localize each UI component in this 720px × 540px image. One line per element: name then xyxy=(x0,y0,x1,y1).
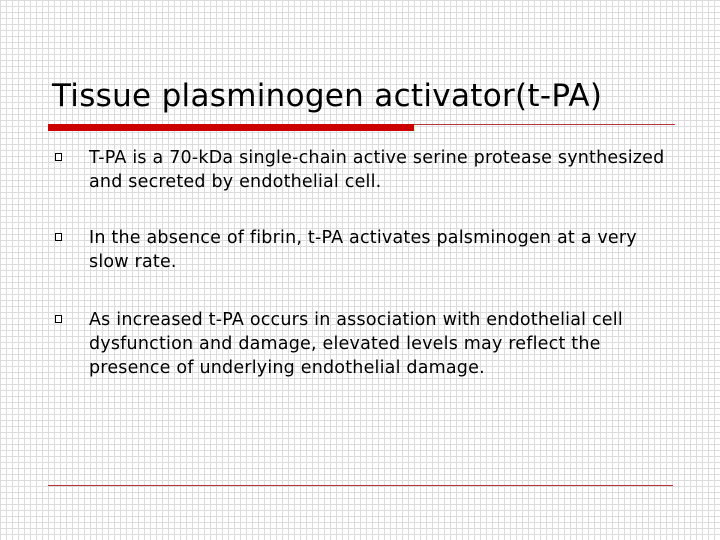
title-accent-bar xyxy=(48,124,414,131)
footer-rule xyxy=(48,485,673,486)
square-bullet-icon xyxy=(55,233,62,241)
square-bullet-icon xyxy=(55,153,62,161)
bullet-text: As increased t-PA occurs in association with endothelial cell dysfunction and damage, elevated levels may reflect the presence of underlying endothelial damage. xyxy=(89,310,623,378)
bullet-text: T-PA is a 70-kDa single-chain active serine protease synthesized and secreted by endothelial cell. xyxy=(89,148,665,192)
square-bullet-icon xyxy=(55,315,62,323)
bullet-text: In the absence of fibrin, t-PA activates palsminogen at a very slow rate. xyxy=(89,228,637,272)
slide-title: Tissue plasminogen activator(t-PA) xyxy=(52,78,603,114)
